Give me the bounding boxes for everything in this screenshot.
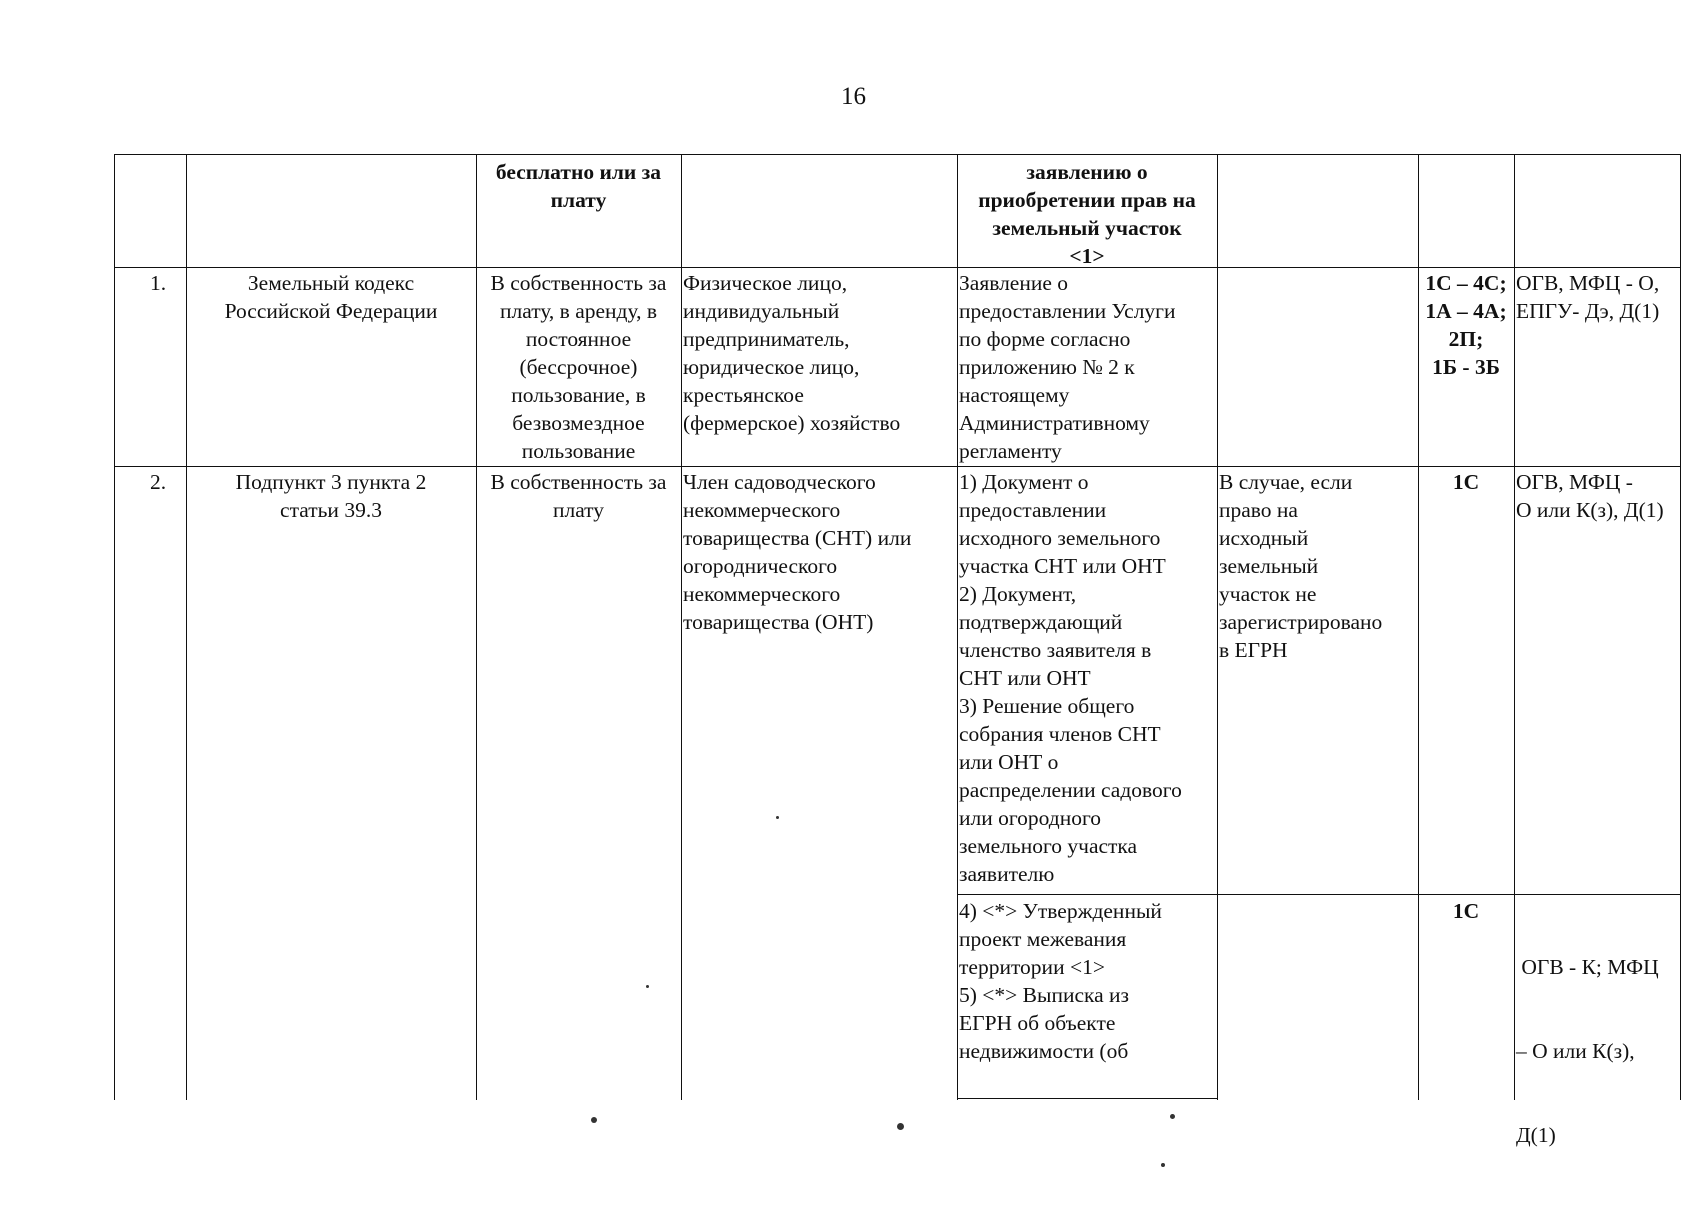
text-line: (фермерское) хозяйство xyxy=(683,411,901,435)
text-line: 1С xyxy=(1452,899,1480,923)
text-line: территории <1> xyxy=(959,955,1105,979)
col-border-3 xyxy=(681,154,682,1100)
row2-codes xyxy=(1418,468,1514,496)
text-line: Подпункт 3 пункта 2 xyxy=(235,470,427,494)
text-line: заявителю xyxy=(959,862,1055,886)
row1-where xyxy=(1516,269,1680,325)
text-line: подтверждающий xyxy=(959,610,1123,634)
text-line: Член садоводческого xyxy=(683,470,876,494)
header-line: приобретении прав на xyxy=(978,188,1196,212)
row2-condition xyxy=(1219,468,1418,664)
text-line: пользование xyxy=(521,439,636,463)
header-line: бесплатно или за xyxy=(495,160,662,184)
text-line: участок не xyxy=(1219,582,1317,606)
row1-documents xyxy=(959,269,1217,465)
text-line: Заявление о xyxy=(959,271,1069,295)
text-line: 4) <*> Утвержденный xyxy=(959,899,1162,923)
row2-num: 2. xyxy=(150,470,167,494)
col-border-7 xyxy=(1514,154,1515,1100)
documents-cell-bottom xyxy=(957,1098,1217,1099)
col-border-0 xyxy=(114,154,115,1100)
row1-applicant xyxy=(683,269,957,437)
row2-applicant xyxy=(683,468,957,636)
text-line: Д(1) xyxy=(1516,1123,1556,1147)
text-line: настоящему xyxy=(959,383,1070,407)
text-line: постоянное xyxy=(525,327,632,351)
row2-right-type xyxy=(476,468,681,524)
text-line: В собственность за xyxy=(490,271,667,295)
scan-speck xyxy=(1161,1163,1165,1167)
row2-where xyxy=(1516,468,1680,524)
scan-speck xyxy=(897,1123,904,1130)
header-line: плату xyxy=(550,188,607,212)
text-line: ОГВ, МФЦ - xyxy=(1516,470,1633,494)
text-line: ЕГРН об объекте xyxy=(959,1011,1116,1035)
text-line: приложению № 2 к xyxy=(959,355,1135,379)
text-line: 2П; xyxy=(1448,327,1484,351)
text-line: собрания членов СНТ xyxy=(959,722,1161,746)
text-line: некоммерческого xyxy=(683,498,841,522)
text-line: земельный xyxy=(1219,554,1319,578)
text-line: безвозмездное xyxy=(512,411,645,435)
row1-basis xyxy=(186,269,476,325)
text-line: О или К(з), Д(1) xyxy=(1516,498,1664,522)
text-line: право на xyxy=(1219,498,1298,522)
text-line: СНТ или ОНТ xyxy=(959,666,1091,690)
text-line: В собственность за xyxy=(490,470,667,494)
text-line: 1С xyxy=(1452,470,1480,494)
col-border-4 xyxy=(957,154,958,1100)
table-top-border xyxy=(114,154,1680,155)
col-border-8 xyxy=(1680,154,1681,1100)
text-line: предприниматель, xyxy=(683,327,850,351)
text-line: исходного земельного xyxy=(959,526,1161,550)
text-line: ОГВ - К; МФЦ xyxy=(1516,955,1659,979)
text-line: Земельный кодекс xyxy=(247,271,415,295)
text-line: (бессрочное) xyxy=(519,355,638,379)
text-line: исходный xyxy=(1219,526,1309,550)
text-line: предоставлении xyxy=(959,498,1107,522)
row2b-documents xyxy=(959,897,1217,1065)
text-line: предоставлении Услуги xyxy=(959,299,1176,323)
text-line: регламенту xyxy=(959,439,1062,463)
text-line: участка СНТ или ОНТ xyxy=(959,554,1166,578)
text-line: ЕПГУ- Дэ, Д(1) xyxy=(1516,299,1660,323)
text-line: или ОНТ о xyxy=(959,750,1059,774)
text-line: индивидуальный xyxy=(683,299,840,323)
text-line: 3) Решение общего xyxy=(959,694,1135,718)
text-line: 1А – 4А; xyxy=(1425,299,1507,323)
row1-num: 1. xyxy=(150,271,167,295)
text-line: земельного участка xyxy=(959,834,1138,858)
text-line: Административному xyxy=(959,411,1150,435)
text-line: Российской Федерации xyxy=(224,299,438,323)
text-line: крестьянское xyxy=(683,383,804,407)
text-line: плату xyxy=(552,498,605,522)
text-line: ОГВ, МФЦ - О, xyxy=(1516,271,1660,295)
text-line: юридическое лицо, xyxy=(683,355,860,379)
text-line: 1) Документ о xyxy=(959,470,1089,494)
header-line: земельный участок xyxy=(992,216,1182,240)
text-line: огороднического xyxy=(683,554,838,578)
scan-speck xyxy=(646,985,649,988)
document-table xyxy=(114,154,1680,1147)
text-line: 2) Документ, xyxy=(959,582,1077,606)
text-line: пользование, в xyxy=(511,383,646,407)
text-line: статьи 39.3 xyxy=(280,498,382,522)
text-line: некоммерческого xyxy=(683,582,841,606)
text-line: проект межевания xyxy=(959,927,1127,951)
row2-documents xyxy=(959,468,1217,888)
row-divider-header xyxy=(114,267,1680,268)
header-col-documents xyxy=(957,158,1217,270)
text-line: Физическое лицо, xyxy=(683,271,848,295)
row1-codes xyxy=(1418,269,1514,381)
subrow-divider xyxy=(957,894,1680,895)
scan-speck xyxy=(591,1117,597,1123)
col-border-5 xyxy=(1217,154,1218,1100)
text-line: товарищества (СНТ) или xyxy=(683,526,912,550)
header-line: заявлению о xyxy=(1026,160,1148,184)
text-line: по форме согласно xyxy=(959,327,1131,351)
row2b-where xyxy=(1516,897,1680,1205)
text-line: – О или К(з), xyxy=(1516,1039,1635,1063)
text-line: 1Б - 3Б xyxy=(1432,355,1500,379)
text-line: распределении садового xyxy=(959,778,1182,802)
text-line: недвижимости (об xyxy=(959,1039,1129,1063)
text-line: товарищества (ОНТ) xyxy=(683,610,874,634)
text-line: плату, в аренду, в xyxy=(500,299,657,323)
row2b-codes xyxy=(1418,897,1514,925)
text-line: зарегистрировано xyxy=(1219,610,1383,634)
scan-speck xyxy=(1170,1114,1175,1119)
text-line: членство заявителя в xyxy=(959,638,1152,662)
text-line: или огородного xyxy=(959,806,1102,830)
text-line: 5) <*> Выписка из xyxy=(959,983,1130,1007)
row1-right-type xyxy=(476,269,681,465)
text-line: в ЕГРН xyxy=(1219,638,1288,662)
text-line: 1С – 4С; xyxy=(1425,271,1507,295)
header-line: <1> xyxy=(1069,244,1105,268)
scan-speck xyxy=(776,816,779,819)
row2-basis xyxy=(186,468,476,524)
header-col-right-type xyxy=(476,158,681,214)
row-divider-1 xyxy=(114,466,1680,467)
page-number: 16 xyxy=(841,83,866,110)
text-line: В случае, если xyxy=(1219,470,1353,494)
